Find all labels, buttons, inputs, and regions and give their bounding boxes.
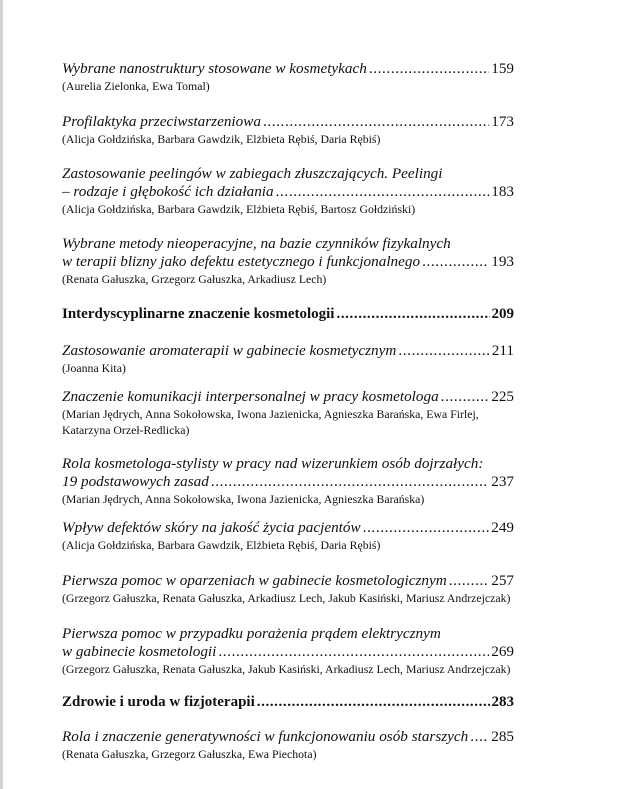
page-number: 285 xyxy=(491,728,514,745)
page-number: 225 xyxy=(491,388,514,405)
toc-entry[interactable] xyxy=(62,342,514,376)
entry-title-line xyxy=(62,643,514,661)
section-title: Interdyscyplinarne znaczenie kosmetologii xyxy=(62,306,335,322)
page-number: 257 xyxy=(491,572,514,589)
page-number: 283 xyxy=(491,694,514,710)
entry-title-line xyxy=(62,473,514,491)
toc-entry[interactable] xyxy=(62,625,514,677)
toc-entry[interactable] xyxy=(62,728,514,762)
section-title-line xyxy=(62,305,514,323)
entry-title: Znaczenie komunikacji interpersonalnej w pracy kosmetologa xyxy=(62,388,439,405)
entry-title: Profilaktyka przeciwstarzeniowa xyxy=(62,113,261,130)
toc-entry[interactable] xyxy=(62,113,514,147)
dot-leader xyxy=(369,60,489,78)
page-number: 237 xyxy=(491,473,514,490)
dot-leader xyxy=(363,519,490,537)
entry-authors: (Marian Jędrych, Anna Sokołowska, Iwona Jazienicka, Agnieszka Barańska, Ewa Firlej, Katarzyna Orzeł-Redlicka) xyxy=(62,407,479,437)
entry-authors: (Renata Gałuszka, Grzegorz Gałuszka, Ewa Piechota) xyxy=(62,747,317,761)
entry-authors: (Aurelia Zielonka, Ewa Tomal) xyxy=(62,79,210,93)
page-number: 269 xyxy=(491,643,514,660)
entry-authors: (Joanna Kita) xyxy=(62,361,126,375)
entry-title-continued: w gabinecie kosmetologii xyxy=(62,643,217,660)
entry-title-line xyxy=(62,113,514,131)
page-number: 183 xyxy=(491,183,514,200)
entry-title: Pierwsza pomoc w przypadku porażenia prądem elektrycznym xyxy=(62,625,441,642)
section-title-line xyxy=(62,693,514,711)
dot-leader xyxy=(263,113,489,131)
toc-entry[interactable] xyxy=(62,519,514,553)
entry-title-line xyxy=(62,183,514,201)
entry-title-line xyxy=(62,728,514,746)
entry-title: Zastosowanie peelingów w zabiegach złuszczających. Peelingi xyxy=(62,165,443,182)
entry-authors: (Grzegorz Gałuszka, Renata Gałuszka, Arkadiusz Lech, Jakub Kasiński, Mariusz Andrzejczak) xyxy=(62,591,511,605)
entry-title: Pierwsza pomoc w oparzeniach w gabinecie kosmetologicznym xyxy=(62,572,447,589)
page-number: 209 xyxy=(491,306,514,322)
toc-entry[interactable] xyxy=(62,235,514,287)
dot-leader xyxy=(218,643,489,661)
entry-title: Wybrane metody nieoperacyjne, na bazie czynników fizykalnych xyxy=(62,235,451,252)
dot-leader xyxy=(276,183,490,201)
entry-title-line xyxy=(62,342,514,360)
entry-authors: (Alicja Gołdzińska, Barbara Gawdzik, Elżbieta Rębiś, Bartosz Gołdziński) xyxy=(62,202,416,216)
toc-entry[interactable] xyxy=(62,60,514,94)
entry-title-line xyxy=(62,455,514,473)
toc-section[interactable] xyxy=(62,305,514,323)
entry-title-line xyxy=(62,519,514,537)
entry-title-line xyxy=(62,625,514,643)
entry-authors: (Renata Gałuszka, Grzegorz Gałuszka, Arkadiusz Lech) xyxy=(62,272,327,286)
entry-title: Zastosowanie aromaterapii w gabinecie kosmetycznym xyxy=(62,342,397,359)
dot-leader xyxy=(422,253,489,271)
entry-title: Wpływ defektów skóry na jakość życia pacjentów xyxy=(62,519,361,536)
dot-leader xyxy=(398,342,489,360)
dot-leader xyxy=(211,473,489,491)
dot-leader xyxy=(441,388,490,406)
page-number: 211 xyxy=(491,342,514,359)
toc-section[interactable] xyxy=(62,693,514,711)
entry-title-line xyxy=(62,235,514,253)
page-number: 193 xyxy=(491,253,514,270)
entry-title-continued: – rodzaje i głębokość ich działania xyxy=(62,183,274,200)
dot-leader xyxy=(470,728,489,746)
section-title: Zdrowie i uroda w fizjoterapii xyxy=(62,694,255,710)
toc-entry[interactable] xyxy=(62,455,514,507)
toc-entry[interactable] xyxy=(62,572,514,606)
page-number: 249 xyxy=(491,519,514,536)
entry-title: Wybrane nanostruktury stosowane w kosmetykach xyxy=(62,60,367,77)
dot-leader xyxy=(336,305,489,323)
entry-title-line xyxy=(62,253,514,271)
page-number: 159 xyxy=(491,60,514,77)
entry-title-line xyxy=(62,165,514,183)
entry-authors: (Alicja Gołdzińska, Barbara Gawdzik, Elżbieta Rębiś, Daria Rębiś) xyxy=(62,132,381,146)
entry-authors: (Marian Jędrych, Anna Sokołowska, Iwona Jazienicka, Agnieszka Barańska) xyxy=(62,492,425,506)
entry-authors: (Grzegorz Gałuszka, Renata Gałuszka, Jakub Kasiński, Arkadiusz Lech, Mariusz Andrzejczak) xyxy=(62,662,511,676)
page-number: 173 xyxy=(491,113,514,130)
dot-leader xyxy=(257,693,490,711)
entry-title-line xyxy=(62,60,514,78)
entry-title-continued: w terapii blizny jako defektu estetycznego i funkcjonalnego xyxy=(62,253,421,270)
entry-title-line xyxy=(62,572,514,590)
toc-entry[interactable] xyxy=(62,165,514,217)
entry-authors: (Alicja Gołdzińska, Barbara Gawdzik, Elżbieta Rębiś, Daria Rębiś) xyxy=(62,538,381,552)
entry-title: Rola kosmetologa-stylisty w pracy nad wizerunkiem osób dojrzałych: xyxy=(62,455,484,472)
entry-title-continued: 19 podstawowych zasad xyxy=(62,473,209,490)
toc-entry[interactable] xyxy=(62,388,514,438)
entry-title-line xyxy=(62,388,514,406)
entry-title: Rola i znaczenie generatywności w funkcjonowaniu osób starszych xyxy=(62,728,469,745)
page-left-edge xyxy=(0,0,3,789)
dot-leader xyxy=(449,572,490,590)
